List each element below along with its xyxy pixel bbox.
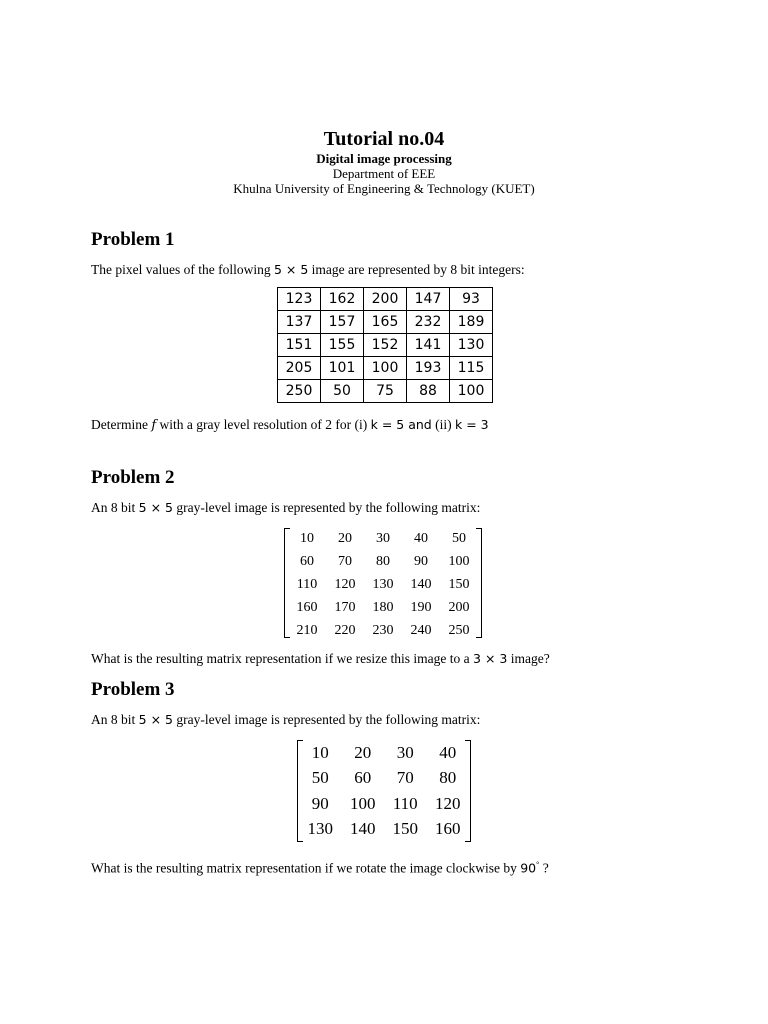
matrix-cell: 80	[439, 768, 457, 788]
problem2-question	[91, 651, 550, 667]
problem2-intro-math: 5 × 5	[138, 500, 173, 515]
problem2-q-math: 3 × 3	[473, 651, 508, 666]
matrix-cell: 70	[396, 768, 414, 788]
problem3-intro-math: 5 × 5	[138, 712, 173, 727]
matrix-cell: 90	[311, 793, 329, 813]
problem3-intro	[91, 712, 480, 728]
table-cell: 200	[364, 288, 407, 311]
matrix-cell: 50	[311, 768, 329, 788]
table-cell: 250	[278, 380, 321, 403]
matrix-cell: 90	[414, 554, 428, 570]
matrix-cell: 120	[435, 793, 461, 813]
problem1-q-k1: k = 5 and	[370, 417, 432, 432]
table-cell: 75	[364, 380, 407, 403]
matrix-row	[288, 551, 478, 574]
matrix-cell: 250	[448, 622, 470, 638]
problem3-question	[91, 857, 549, 877]
matrix-cell: 140	[410, 576, 432, 592]
matrix-cell: 140	[350, 819, 376, 839]
table-row	[278, 380, 493, 403]
course-subtitle: Digital image processing	[316, 151, 452, 166]
problem1-q-i: (i)	[354, 417, 368, 432]
matrix-row	[288, 619, 478, 642]
matrix-cell: 50	[452, 531, 466, 547]
problem1-question	[91, 417, 489, 434]
matrix-cell: 170	[334, 599, 356, 615]
matrix-cell: 10	[311, 742, 329, 762]
matrix-cell: 200	[448, 599, 470, 615]
problem1-q-mid: with a gray level resolution of 2 for	[159, 417, 352, 432]
problem3-q-after: ?	[542, 860, 549, 876]
matrix-row	[288, 574, 478, 597]
department-line: Department of EEE	[332, 166, 436, 181]
matrix-cell: 220	[334, 622, 356, 638]
matrix-cell: 60	[354, 768, 372, 788]
problem3-intro-before: An 8 bit	[91, 712, 136, 727]
problem3-heading: Problem 3	[91, 679, 175, 700]
table-cell: 189	[450, 311, 493, 334]
matrix-cell: 130	[307, 819, 333, 839]
table-cell: 88	[407, 380, 450, 403]
problem2-q-before: What is the resulting matrix representation if we resize this image to a	[91, 651, 470, 666]
table-row	[278, 357, 493, 380]
problem1-intro	[91, 262, 525, 278]
matrix-row	[299, 791, 469, 817]
matrix-cell: 210	[296, 622, 318, 638]
matrix-cell: 240	[410, 622, 432, 638]
problem1-q-k2: k = 3	[454, 417, 489, 432]
table-cell: 93	[450, 288, 493, 311]
table-cell: 101	[321, 357, 364, 380]
table-cell: 155	[321, 334, 364, 357]
table-cell: 232	[407, 311, 450, 334]
table-cell: 115	[450, 357, 493, 380]
matrix-cell: 20	[338, 531, 352, 547]
matrix-cell: 160	[296, 599, 318, 615]
table-row	[278, 334, 493, 357]
table-cell: 100	[450, 380, 493, 403]
table-cell: 130	[450, 334, 493, 357]
matrix-cell: 40	[414, 531, 428, 547]
matrix-row	[299, 740, 469, 766]
tutorial-title: Tutorial no.04	[323, 128, 445, 150]
problem2-intro-before: An 8 bit	[91, 500, 136, 515]
problem1-heading: Problem 1	[91, 229, 175, 250]
matrix-cell: 10	[300, 531, 314, 547]
table-cell: 147	[407, 288, 450, 311]
matrix-cell: 30	[376, 531, 390, 547]
document-header	[0, 127, 768, 196]
table-cell: 157	[321, 311, 364, 334]
matrix-cell: 110	[296, 576, 318, 592]
table-cell: 123	[278, 288, 321, 311]
problem1-q-ii: (ii)	[435, 417, 452, 432]
table-cell: 152	[364, 334, 407, 357]
problem2-intro-after: gray-level image is represented by the following matrix:	[176, 500, 481, 515]
problem2-heading: Problem 2	[91, 467, 175, 488]
table-cell: 141	[407, 334, 450, 357]
table-cell: 205	[278, 357, 321, 380]
problem2-intro	[91, 500, 480, 516]
university-line: Khulna University of Engineering & Technology (KUET)	[233, 181, 535, 196]
matrix-row	[288, 528, 478, 551]
problem1-intro-after: image are represented by 8 bit integers:	[311, 262, 525, 277]
problem3-q-math: 90	[520, 860, 537, 876]
degree-superscript: °	[536, 860, 540, 869]
table-cell: 151	[278, 334, 321, 357]
table-cell: 137	[278, 311, 321, 334]
problem2-q-after: image?	[510, 651, 550, 666]
matrix-cell: 180	[372, 599, 394, 615]
table-row	[278, 288, 493, 311]
matrix-row	[299, 817, 469, 843]
matrix-cell: 230	[372, 622, 394, 638]
problem2-matrix	[284, 528, 482, 638]
pixel-value-table	[277, 287, 493, 403]
matrix-cell: 30	[396, 742, 414, 762]
problem1-q-var: f	[151, 418, 157, 433]
matrix-row	[299, 766, 469, 792]
matrix-cell: 70	[338, 554, 352, 570]
matrix-cell: 80	[376, 554, 390, 570]
problem1-q-before: Determine	[91, 417, 148, 432]
table-cell: 100	[364, 357, 407, 380]
matrix-cell: 100	[448, 554, 470, 570]
table-cell: 162	[321, 288, 364, 311]
problem3-matrix	[297, 740, 471, 842]
matrix-cell: 120	[334, 576, 356, 592]
matrix-cell: 40	[439, 742, 457, 762]
table-cell: 50	[321, 380, 364, 403]
matrix-cell: 190	[410, 599, 432, 615]
problem3-q-before: What is the resulting matrix representation if we rotate the image clockwise by	[91, 860, 517, 876]
matrix-cell: 160	[435, 819, 461, 839]
problem3-intro-after: gray-level image is represented by the following matrix:	[176, 712, 481, 727]
table-row	[278, 311, 493, 334]
table-cell: 165	[364, 311, 407, 334]
matrix-cell: 100	[350, 793, 376, 813]
problem1-intro-math: 5 × 5	[273, 262, 309, 277]
matrix-cell: 60	[300, 554, 314, 570]
matrix-cell: 130	[372, 576, 394, 592]
matrix-cell: 150	[392, 819, 418, 839]
matrix-cell: 20	[354, 742, 372, 762]
problem1-intro-before: The pixel values of the following	[91, 262, 271, 277]
matrix-cell: 110	[392, 793, 418, 813]
table-cell: 193	[407, 357, 450, 380]
matrix-cell: 150	[448, 576, 470, 592]
matrix-row	[288, 596, 478, 619]
